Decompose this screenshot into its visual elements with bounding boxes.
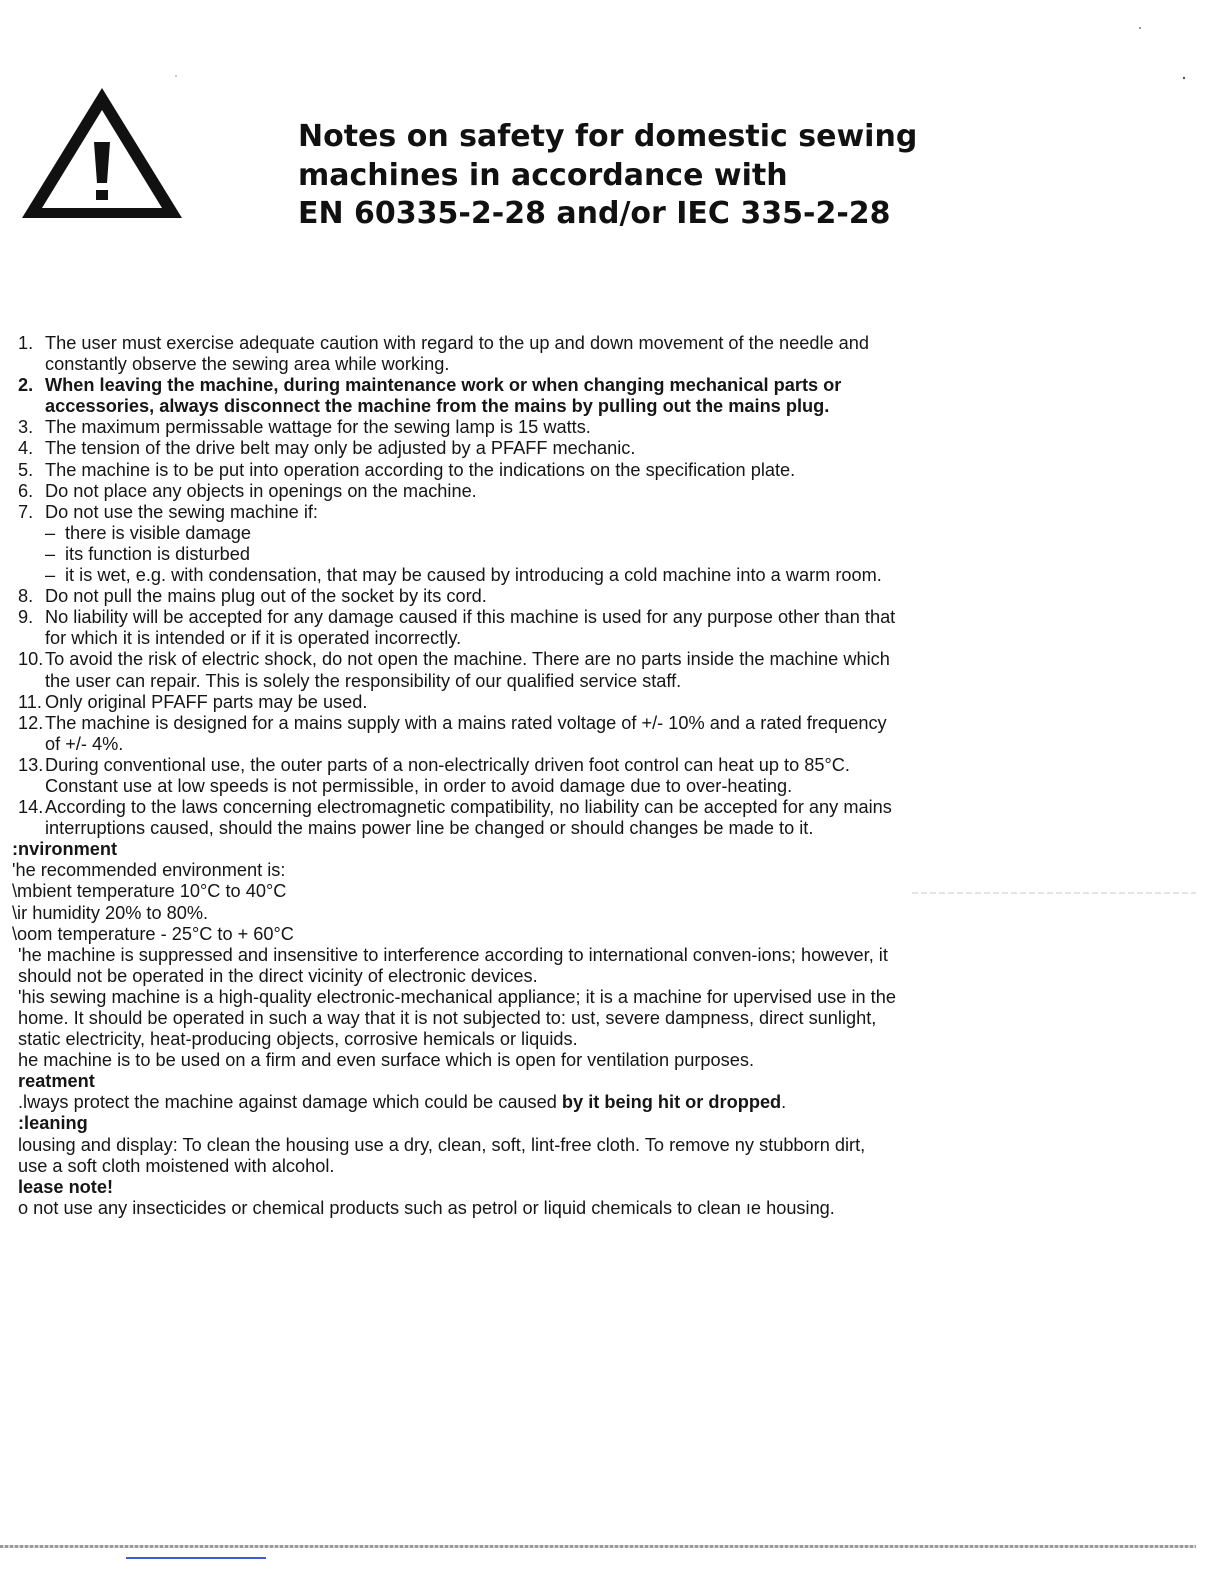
title-line-1: Notes on safety for domestic sewing bbox=[298, 119, 918, 154]
sub-item: – it is wet, e.g. with condensation, that may be caused by introducing a cold machine into a warm room. bbox=[45, 565, 882, 586]
environment-line: \oom temperature - 25°C to + 60°C bbox=[12, 923, 294, 944]
title-line-3: EN 60335-2-28 and/or IEC 335-2-28 bbox=[298, 196, 891, 231]
list-item: 2. When leaving the machine, during maintenance work or when changing mechanical parts or accessories, always disconnect the machine from the mains by pulling out the mains plug. bbox=[18, 375, 842, 417]
list-item: 8. Do not pull the mains plug out of the socket by its cord. bbox=[18, 586, 487, 607]
sub-item: – its function is disturbed bbox=[45, 543, 251, 564]
list-item: 3. The maximum permissable wattage for the sewing lamp is 15 watts. bbox=[18, 417, 591, 438]
list-item: 4. The tension of the drive belt may only be adjusted by a PFAFF mechanic. bbox=[18, 438, 636, 459]
list-item: 6. Do not place any objects in openings on the machine. bbox=[18, 480, 477, 501]
list-item: 9. No liability will be accepted for any damage caused if this machine is used for any purpose other than that for which it is intended or if it is operated incorrectly. bbox=[18, 607, 896, 649]
list-item: 13. During conventional use, the outer parts of a non-electrically driven foot control can heat up to 85°C. Constant use at low speeds is not permissible, in order to avoid damage due to over-heating. bbox=[18, 754, 850, 796]
list-item: 10. To avoid the risk of electric shock, do not open the machine. There are no parts inside the machine which the user can repair. This is solely the responsibility of our qualified service staff. bbox=[18, 649, 890, 691]
environment-line: \mbient temperature 10°C to 40°C bbox=[12, 881, 287, 902]
cleaning-text: lousing and display: To clean the housing use a dry, clean, soft, lint-free cloth. To remove ny stubborn dirt, use a soft cloth moistened with alcohol. bbox=[18, 1134, 866, 1176]
environment-paragraph: 'his sewing machine is a high-quality electronic-mechanical appliance; it is a machine for upervised use in the home. It should be operated in such a way that it is not subjected to: ust, severe dampness, direct sunlight, static electricity, heat-producing objects, corrosive hemicals or liquids. bbox=[18, 986, 896, 1050]
list-item: 5. The machine is to be put into operation according to the indications on the specification plate. bbox=[18, 459, 796, 480]
environment-paragraph: he machine is to be used on a firm and even surface which is open for ventilation purposes. bbox=[18, 1050, 755, 1071]
please-note-text: o not use any insecticides or chemical products such as petrol or liquid chemicals to clean ıe housing. bbox=[18, 1197, 835, 1218]
list-item: 12. The machine is designed for a mains supply with a mains rated voltage of +/- 10% and a rated frequency of +/- 4%. bbox=[18, 712, 887, 754]
please-note-heading: lease note! bbox=[18, 1176, 114, 1197]
footer-rule bbox=[0, 1545, 1196, 1548]
list-item: 1. The user must exercise adequate caution with regard to the up and down movement of the needle and constantly observe the sewing area while working. bbox=[18, 333, 870, 375]
title-line-2: machines in accordance with bbox=[298, 157, 788, 193]
sub-item: – there is visible damage bbox=[45, 522, 252, 543]
cleaning-heading: :leaning bbox=[18, 1113, 88, 1134]
treatment-heading: reatment bbox=[18, 1071, 95, 1092]
environment-paragraph: 'he machine is suppressed and insensitive to interference according to international conven-ions; however, it should not be operated in the direct vicinity of electronic devices. bbox=[18, 944, 888, 986]
list-item: 11. Only original PFAFF parts may be used. bbox=[18, 691, 368, 712]
environment-heading: :nvironment bbox=[12, 839, 118, 860]
list-item: 14. According to the laws concerning electromagnetic compatibility, no liability can be accepted for any mains interruptions caused, should the mains power line be changed or should changes be made to it. bbox=[18, 797, 892, 839]
environment-line: \ir humidity 20% to 80%. bbox=[12, 902, 209, 923]
treatment-text: .lways protect the machine against damage which could be caused by it being hit or dropped. bbox=[18, 1092, 787, 1113]
footer-blue-rule bbox=[126, 1557, 266, 1559]
list-item: 7. Do not use the sewing machine if: – there is visible damage – its function is disturbed – it is wet, e.g. with condensation, that may be caused by introducing a cold machine into a warm room. bbox=[18, 502, 898, 586]
environment-line: 'he recommended environment is: bbox=[12, 860, 286, 881]
